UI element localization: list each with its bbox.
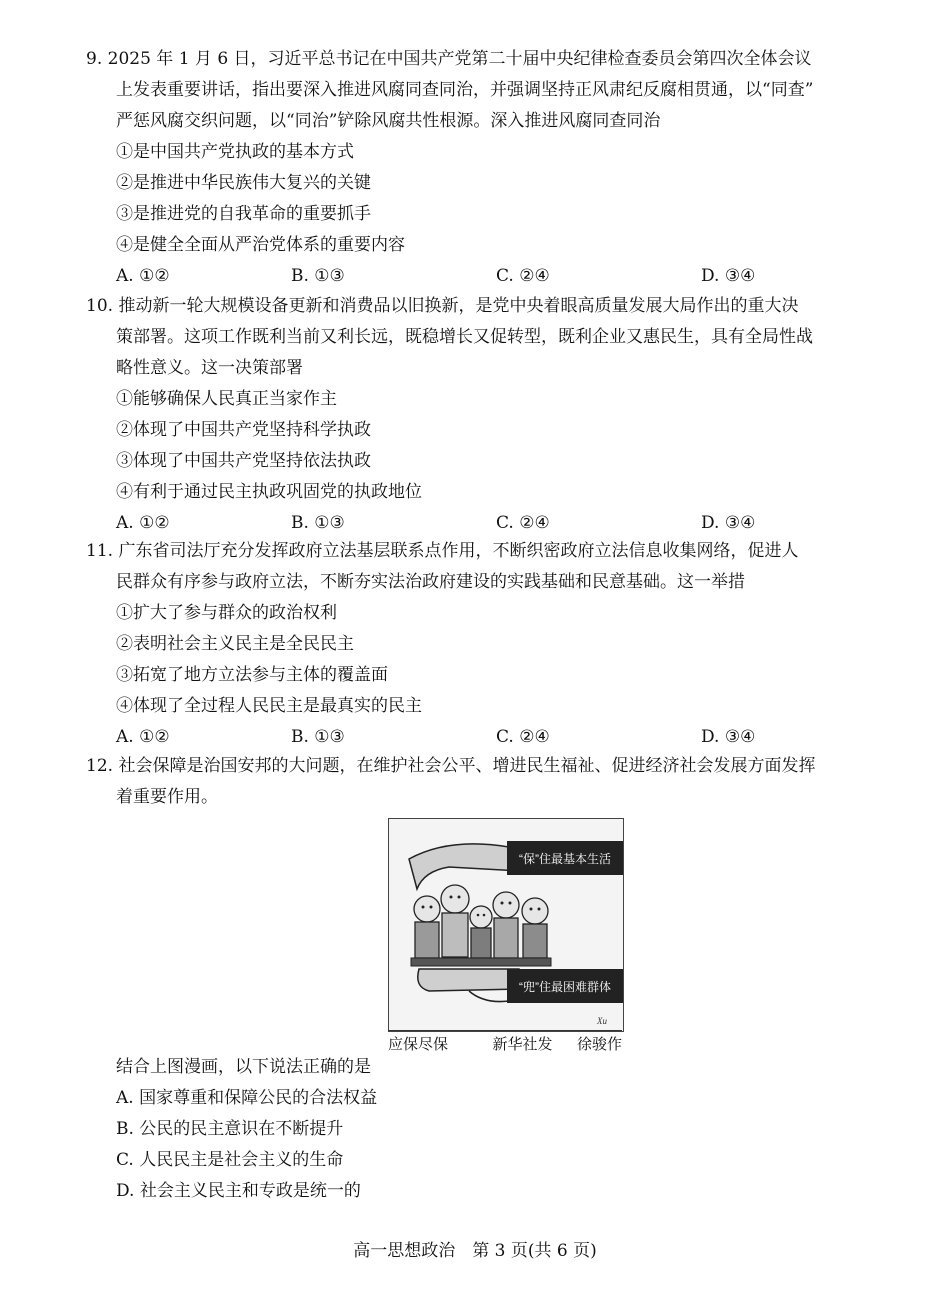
question-9-choices: [86, 261, 892, 292]
question-9-statement-3: ③是推进党的自我革命的重要抓手: [116, 204, 371, 224]
question-12: [86, 751, 892, 813]
question-11-statement-4: ④体现了全过程人民民主是最真实的民主: [116, 696, 422, 716]
question-12-stem-line-2: 着重要作用。: [116, 787, 218, 807]
question-11-stem-line-2: 民群众有序参与政府立法，不断夯实法治政府建设的实践基础和民意基础。这一举措: [116, 572, 745, 592]
question-10-statement-3: ③体现了中国共产党坚持依法执政: [116, 451, 371, 471]
choice-c: C. ②④: [496, 513, 550, 533]
question-11-stem-line-1: 11. 广东省司法厅充分发挥政府立法基层联系点作用，不断织密政府立法信息收集网络，促进人: [86, 541, 799, 561]
question-11: [86, 536, 892, 753]
question-11-statement-2: ②表明社会主义民主是全民民主: [116, 634, 354, 654]
question-9-stem-line-2: 上发表重要讲话，指出要深入推进风腐同查同治，并强调坚持正风肃纪反腐相贯通，以“同查”: [116, 80, 814, 100]
choice-c: C. ②④: [496, 266, 550, 286]
question-11-choices: [86, 722, 892, 753]
cartoon-top-label: “保”住最基本生活: [519, 852, 611, 866]
choice-c: C. ②④: [496, 727, 550, 747]
caption-author: 徐骏作: [576, 1035, 622, 1053]
choice-d: D. ③④: [701, 266, 756, 286]
question-10-statement-2: ②体现了中国共产党坚持科学执政: [116, 420, 371, 440]
choice-b: B. ①③: [291, 266, 345, 286]
page-footer: 高一思想政治 第 3 页(共 6 页): [353, 1241, 597, 1261]
caption-source: 新华社发: [492, 1035, 553, 1053]
cartoon-drawing: [389, 819, 623, 1031]
question-12-option-a: A. 国家尊重和保障公民的合法权益: [116, 1088, 378, 1108]
choice-a: A. ①②: [116, 513, 170, 533]
question-10-stem-line-3: 略性意义。这一决策部署: [116, 358, 303, 378]
question-12-stem-line-1: 12. 社会保障是治国安邦的大问题，在维护社会公平、增进民生福祉、促进经济社会发展方面发挥: [86, 756, 816, 776]
question-9-stem-line-3: 严惩风腐交织问题，以“同治”铲除风腐共性根源。深入推进风腐同查同治: [116, 111, 661, 131]
question-12-prompt: 结合上图漫画，以下说法正确的是: [116, 1057, 371, 1077]
choice-d: D. ③④: [701, 513, 756, 533]
question-11-statement-1: ①扩大了参与群众的政治权利: [116, 603, 337, 623]
question-10: [86, 291, 892, 539]
question-12-option-b: B. 公民的民主意识在不断提升: [116, 1119, 344, 1139]
question-9-stem-line-1: 9. 2025 年 1 月 6 日，习近平总书记在中国共产党第二十届中央纪律检查委员会第四次全体会议: [86, 49, 812, 69]
cartoon-caption: [388, 1030, 622, 1054]
cartoon-bottom-label: “兜”住最困难群体: [519, 980, 611, 994]
caption-title: 应保尽保: [388, 1035, 449, 1053]
question-9-statement-4: ④是健全全面从严治党体系的重要内容: [116, 235, 405, 255]
question-11-statement-3: ③拓宽了地方立法参与主体的覆盖面: [116, 665, 388, 685]
question-10-stem-line-2: 策部署。这项工作既利当前又利长远，既稳增长又促转型，既利企业又惠民生，具有全局性战: [116, 327, 813, 347]
question-9-statement-2: ②是推进中华民族伟大复兴的关键: [116, 173, 371, 193]
cartoon-illustration: [388, 818, 624, 1032]
question-10-statement-4: ④有利于通过民主执政巩固党的执政地位: [116, 482, 422, 502]
question-9-statement-1: ①是中国共产党执政的基本方式: [116, 142, 354, 162]
question-10-stem-line-1: 10. 推动新一轮大规模设备更新和消费品以旧换新，是党中央着眼高质量发展大局作出的重大决: [86, 296, 799, 316]
question-10-choices: [86, 508, 892, 539]
choice-b: B. ①③: [291, 513, 345, 533]
question-10-statement-1: ①能够确保人民真正当家作主: [116, 389, 337, 409]
choice-a: A. ①②: [116, 727, 170, 747]
question-12-option-d: D. 社会主义民主和专政是统一的: [116, 1181, 361, 1201]
choice-a: A. ①②: [116, 266, 170, 286]
question-12-option-c: C. 人民民主是社会主义的生命: [116, 1150, 344, 1170]
choice-d: D. ③④: [701, 727, 756, 747]
question-9: [86, 44, 892, 292]
question-12-body: [86, 1052, 892, 1207]
choice-b: B. ①③: [291, 727, 345, 747]
cartoon-signature: Xu: [597, 1016, 607, 1026]
